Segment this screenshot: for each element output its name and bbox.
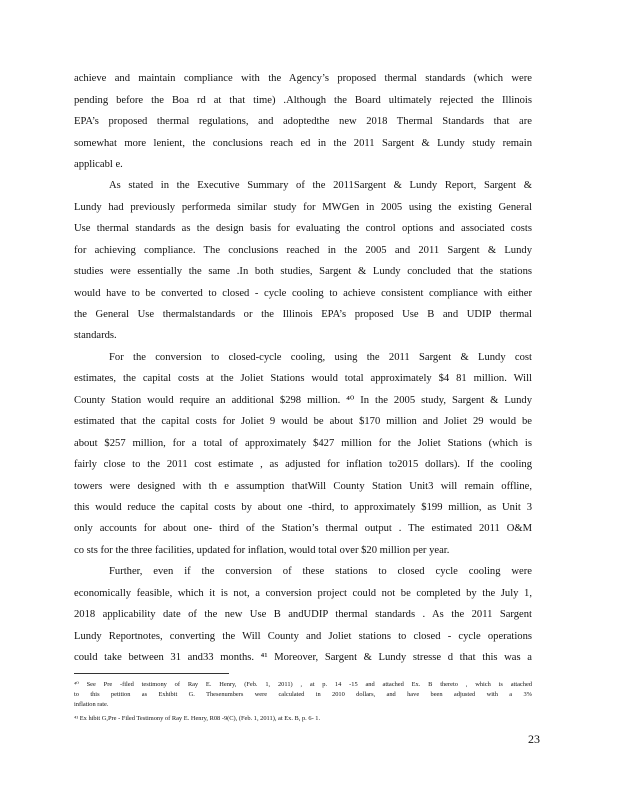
footnote-separator — [74, 673, 229, 674]
body-line: about $257 million, for a total of approximately $427 million for the Joliet Stations (which is — [74, 438, 532, 449]
body-line: fairly close to the 2011 cost estimate , as adjusted for inflation to2015 dollars). If the cooling — [74, 459, 532, 470]
body-line: co sts for the three facilities, updated for inflation, would total over $20 million per year. — [74, 545, 450, 556]
body-line: applicabl e. — [74, 159, 123, 170]
body-line: estimates, the capital costs at the Joliet Stations would total approximately $4 81 million. Will — [74, 373, 532, 384]
body-line: 2018 applicability date of the new Use B andUDIP thermal standards . As the 2011 Sargent — [74, 609, 532, 620]
footnote-line: ⁴¹ Ex hibit G,Pre - Filed Testimony of Ray E. Henry, R08 -9(C), (Feb. 1, 2011), at Ex. B, p. 6- 1. — [74, 715, 321, 722]
footnote-line: ⁴⁰ See Pre -filed testimony of Ray E. Henry, (Feb. 1, 2011) , at p. 14 -15 and attached Ex. B thereto , which is attached — [74, 681, 532, 688]
body-line: Lundy had previously performeda similar study for MWGen in 2005 using the existing General — [74, 202, 532, 213]
body-line: standards. — [74, 330, 117, 341]
footnote-line: inflation rate. — [74, 701, 109, 708]
body-line: this would reduce the capital costs by about one -third, to approximately $199 million, as Unit 3 — [74, 502, 532, 513]
body-line: For the conversion to closed-cycle cooling, using the 2011 Sargent & Lundy cost — [109, 352, 532, 363]
body-line: only accounts for about one- third of the Station’s thermal output . The estimated 2011 O&M — [74, 523, 532, 534]
body-line: achieve and maintain compliance with the Agency’s proposed thermal standards (which were — [74, 73, 532, 84]
body-line: the General Use thermalstandards or the Illinois EPA’s proposed Use B and UDIP thermal — [74, 309, 532, 320]
body-line: EPA’s proposed thermal regulations, and adoptedthe new 2018 Thermal Standards that are — [74, 116, 532, 127]
body-line: towers were designed with th e assumption thatWill County Station Unit3 will remain offline, — [74, 481, 532, 492]
body-line: studies were essentially the same .In both studies, Sargent & Lundy concluded that the stations — [74, 266, 532, 277]
body-line: Use thermal standards as the design basis for evaluating the control options and associated costs — [74, 223, 532, 234]
body-line: Lundy Reportnotes, converting the Will County and Joliet stations to closed - cycle operations — [74, 631, 532, 642]
body-line: County Station would require an additional $298 million. ⁴⁰ In the 2005 study, Sargent & Lundy — [74, 395, 532, 406]
body-line: somewhat more lenient, the conclusions reach ed in the 2011 Sargent & Lundy study remain — [74, 138, 532, 149]
page-number: 23 — [528, 732, 540, 746]
body-line: would have to be converted to closed - cycle cooling to achieve consistent compliance with either — [74, 288, 532, 299]
body-line: could take between 31 and33 months. ⁴¹ Moreover, Sargent & Lundy stresse d that this was a — [74, 652, 532, 663]
body-line: economically feasible, which it is not, a conversion project could not be completed by the July 1, — [74, 588, 532, 599]
body-line: pending before the Boa rd at that time) .Although the Board ultimately rejected the Illinois — [74, 95, 532, 106]
footnote-line: to this petition as Exhibit G. Thesenumbers were calculated in 2010 dollars, and have been adjusted with a 3% — [74, 691, 532, 698]
body-line: As stated in the Executive Summary of the 2011Sargent & Lundy Report, Sargent & — [109, 180, 532, 191]
body-line: estimated that the capital costs for Joliet 9 would be about $170 million and Joliet 29 would be — [74, 416, 532, 427]
body-line: Further, even if the conversion of these stations to closed cycle cooling were — [109, 566, 532, 577]
body-line: for achieving compliance. The conclusions reached in the 2005 and 2011 Sargent & Lundy — [74, 245, 532, 256]
